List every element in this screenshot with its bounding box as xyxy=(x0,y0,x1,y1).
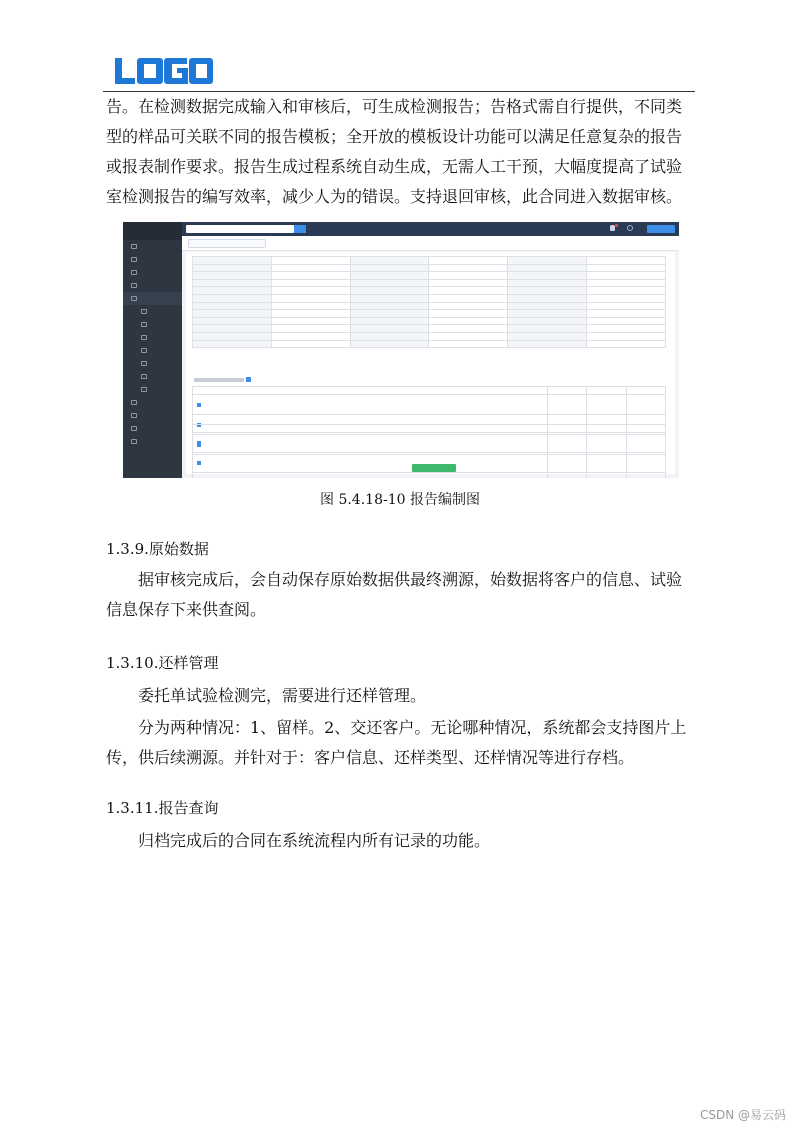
tab-bar xyxy=(182,236,679,251)
sidebar-item[interactable] xyxy=(123,240,182,253)
table-row xyxy=(193,325,666,333)
table-cell xyxy=(587,257,666,265)
watermark: CSDN @易云码 xyxy=(699,1108,786,1122)
sidebar-item[interactable] xyxy=(123,435,182,448)
table-cell xyxy=(429,325,508,333)
table-cell xyxy=(271,257,350,265)
table-cell xyxy=(587,310,666,318)
table-cell xyxy=(508,310,587,318)
report-form-panel xyxy=(186,252,675,474)
sidebar-brand xyxy=(123,222,182,240)
table-cell xyxy=(547,452,586,472)
sidebar-item[interactable] xyxy=(123,279,182,292)
table-cell xyxy=(508,325,587,333)
table-cell xyxy=(508,294,587,302)
table-cell xyxy=(429,294,508,302)
box-icon xyxy=(131,270,137,275)
doc-icon xyxy=(141,309,147,314)
select-all-checkbox[interactable] xyxy=(246,377,251,382)
table-row xyxy=(193,425,666,433)
home-icon xyxy=(131,244,137,249)
table-cell xyxy=(271,264,350,272)
table-cell xyxy=(429,257,508,265)
table-cell xyxy=(193,387,548,395)
doc-icon xyxy=(141,335,147,340)
row-checkbox[interactable] xyxy=(197,403,201,407)
center-icon xyxy=(131,400,137,405)
table-cell xyxy=(350,332,429,340)
table-row xyxy=(193,432,666,452)
table-cell xyxy=(350,279,429,287)
doc-icon xyxy=(141,322,147,327)
gear-icon[interactable] xyxy=(627,225,633,231)
table-row xyxy=(193,279,666,287)
table-cell xyxy=(193,340,272,348)
table-row xyxy=(193,294,666,302)
sidebar-item[interactable] xyxy=(123,396,182,409)
search-icon[interactable] xyxy=(294,225,306,233)
table-cell xyxy=(193,272,272,280)
paragraph-sample-return-2: 分为两种情况：1、留样。2、交还客户。无论哪种情况，系统都会支持图片上传，供后续溯源。并针对于：客户信息、还样类型、还样情况等进行存档。 xyxy=(106,718,687,767)
logo xyxy=(113,55,213,87)
table-cell xyxy=(271,279,350,287)
table-cell xyxy=(547,394,586,414)
table-cell xyxy=(271,317,350,325)
table-cell xyxy=(587,425,626,433)
table-cell xyxy=(587,452,626,472)
table-cell xyxy=(508,279,587,287)
report-icon xyxy=(131,296,137,301)
table-cell xyxy=(587,340,666,348)
table-cell xyxy=(587,332,666,340)
table-cell xyxy=(508,332,587,340)
table-cell xyxy=(587,394,626,414)
sidebar-item[interactable] xyxy=(123,409,182,422)
table-cell xyxy=(350,340,429,348)
table-cell xyxy=(350,272,429,280)
table-cell xyxy=(587,325,666,333)
doc-icon xyxy=(141,387,147,392)
section-heading-sample-return: 1.3.10.还样管理 xyxy=(106,654,219,672)
table-cell xyxy=(193,257,272,265)
table-cell xyxy=(508,272,587,280)
sidebar-item[interactable] xyxy=(123,266,182,279)
table-cell xyxy=(508,340,587,348)
contract-info-table xyxy=(192,256,666,348)
table-cell xyxy=(547,425,586,433)
table-cell xyxy=(429,310,508,318)
sidebar-item[interactable] xyxy=(123,331,182,344)
section-heading-raw-data: 1.3.9.原始数据 xyxy=(106,540,209,558)
table-cell xyxy=(350,257,429,265)
table-cell xyxy=(271,287,350,295)
table-row xyxy=(193,394,666,414)
table-cell xyxy=(350,310,429,318)
table-cell xyxy=(193,302,272,310)
table-cell xyxy=(587,287,666,295)
table-cell xyxy=(626,425,665,433)
table-row xyxy=(193,340,666,348)
table-cell xyxy=(587,472,626,478)
table-cell xyxy=(508,302,587,310)
table-cell xyxy=(429,264,508,272)
table-cell xyxy=(508,257,587,265)
sidebar-item[interactable] xyxy=(123,422,182,435)
table-cell xyxy=(587,294,666,302)
settings-icon xyxy=(131,439,137,444)
table-row xyxy=(193,317,666,325)
table-cell xyxy=(587,387,626,395)
table-cell xyxy=(547,387,586,395)
table-cell xyxy=(429,302,508,310)
table-cell xyxy=(587,432,626,452)
table-cell xyxy=(193,425,548,433)
sidebar-item[interactable] xyxy=(123,370,182,383)
table-cell xyxy=(271,340,350,348)
notification-badge xyxy=(615,224,618,227)
table-row xyxy=(193,310,666,318)
section-heading-report-query: 1.3.11.报告查询 xyxy=(106,799,219,817)
table-cell xyxy=(271,302,350,310)
table-cell xyxy=(350,264,429,272)
table-cell xyxy=(350,317,429,325)
table-cell xyxy=(429,332,508,340)
table-cell xyxy=(193,332,272,340)
doc-icon xyxy=(141,348,147,353)
screenshot-topbar xyxy=(182,222,679,236)
table-cell xyxy=(547,432,586,452)
table-cell xyxy=(508,264,587,272)
table-cell xyxy=(271,310,350,318)
table-cell xyxy=(508,317,587,325)
table-row xyxy=(193,332,666,340)
table-cell xyxy=(193,452,548,472)
sidebar-item[interactable] xyxy=(123,383,182,396)
table-cell xyxy=(350,294,429,302)
table-row xyxy=(193,264,666,272)
table-row xyxy=(193,387,666,395)
table-cell xyxy=(587,302,666,310)
table-cell xyxy=(350,302,429,310)
table-cell xyxy=(271,332,350,340)
sidebar-item[interactable] xyxy=(123,357,182,370)
select-items-label xyxy=(194,378,244,382)
table-cell xyxy=(193,325,272,333)
car-icon xyxy=(131,426,137,431)
table-cell xyxy=(626,394,665,414)
table-cell xyxy=(271,325,350,333)
flask-icon xyxy=(131,283,137,288)
sidebar-item[interactable] xyxy=(123,253,182,266)
figure-caption: 图 5.4.18-10 报告编制图 xyxy=(320,492,480,508)
sidebar-item[interactable] xyxy=(123,318,182,331)
table-cell xyxy=(350,325,429,333)
table-cell xyxy=(429,287,508,295)
logout-button[interactable] xyxy=(647,225,675,233)
table-cell xyxy=(193,264,272,272)
table-cell xyxy=(193,310,272,318)
table-cell xyxy=(350,287,429,295)
table-cell xyxy=(587,264,666,272)
sidebar-menu xyxy=(123,240,182,448)
table-cell xyxy=(626,452,665,472)
table-cell xyxy=(271,272,350,280)
doc-icon xyxy=(141,374,147,379)
table-cell xyxy=(626,387,665,395)
table-row xyxy=(193,472,666,478)
table-cell xyxy=(587,272,666,280)
table-cell xyxy=(193,472,548,478)
tab-report-edit[interactable] xyxy=(188,239,266,248)
table-cell xyxy=(193,432,548,452)
search-input[interactable] xyxy=(186,225,294,233)
table-cell xyxy=(271,294,350,302)
sidebar-item[interactable] xyxy=(123,344,182,357)
paragraph-report-generation: 告。在检测数据完成输入和审核后，可生成检测报告；告格式需自行提供，不同类型的样品可关联不同的报告模板；全开放的模板设计功能可以满足任意复杂的报告或报表制作要求。报告生成过程系统自动生成，无需人工干预，大幅度提高了试验室检测报告的编写效率，减少人为的错误。支持退回审核，此合同进入数据审核。 xyxy=(106,97,683,206)
report-editing-screenshot xyxy=(123,222,679,478)
paragraph-sample-return-1: 委托单试验检测完，需要进行还样管理。 xyxy=(138,686,427,705)
table-cell xyxy=(429,272,508,280)
table-cell xyxy=(193,394,548,414)
doc-icon xyxy=(141,361,147,366)
table-row xyxy=(193,272,666,280)
table-cell xyxy=(587,279,666,287)
table-cell xyxy=(193,294,272,302)
screenshot-sidebar xyxy=(123,222,182,478)
table-row xyxy=(193,257,666,265)
table-cell xyxy=(626,472,665,478)
table-cell xyxy=(193,317,272,325)
paragraph-report-query: 归档完成后的合同在系统流程内所有记录的功能。 xyxy=(138,831,491,850)
sidebar-item[interactable] xyxy=(123,292,182,305)
generate-report-button[interactable] xyxy=(412,464,456,472)
table-cell xyxy=(193,287,272,295)
table-cell xyxy=(508,287,587,295)
folder-icon xyxy=(131,257,137,262)
sidebar-item[interactable] xyxy=(123,305,182,318)
table-cell xyxy=(626,432,665,452)
table-cell xyxy=(429,279,508,287)
table-cell xyxy=(429,340,508,348)
table-row xyxy=(193,302,666,310)
table-cell xyxy=(547,472,586,478)
table-row xyxy=(193,287,666,295)
table-cell xyxy=(429,317,508,325)
data-icon xyxy=(131,413,137,418)
row-checkbox[interactable] xyxy=(197,441,201,445)
table-cell xyxy=(587,317,666,325)
paragraph-raw-data: 据审核完成后，会自动保存原始数据供最终溯源，始数据将客户的信息、试验信息保存下来供查阅。 xyxy=(106,570,683,619)
row-checkbox[interactable] xyxy=(197,461,201,465)
table-cell xyxy=(193,279,272,287)
